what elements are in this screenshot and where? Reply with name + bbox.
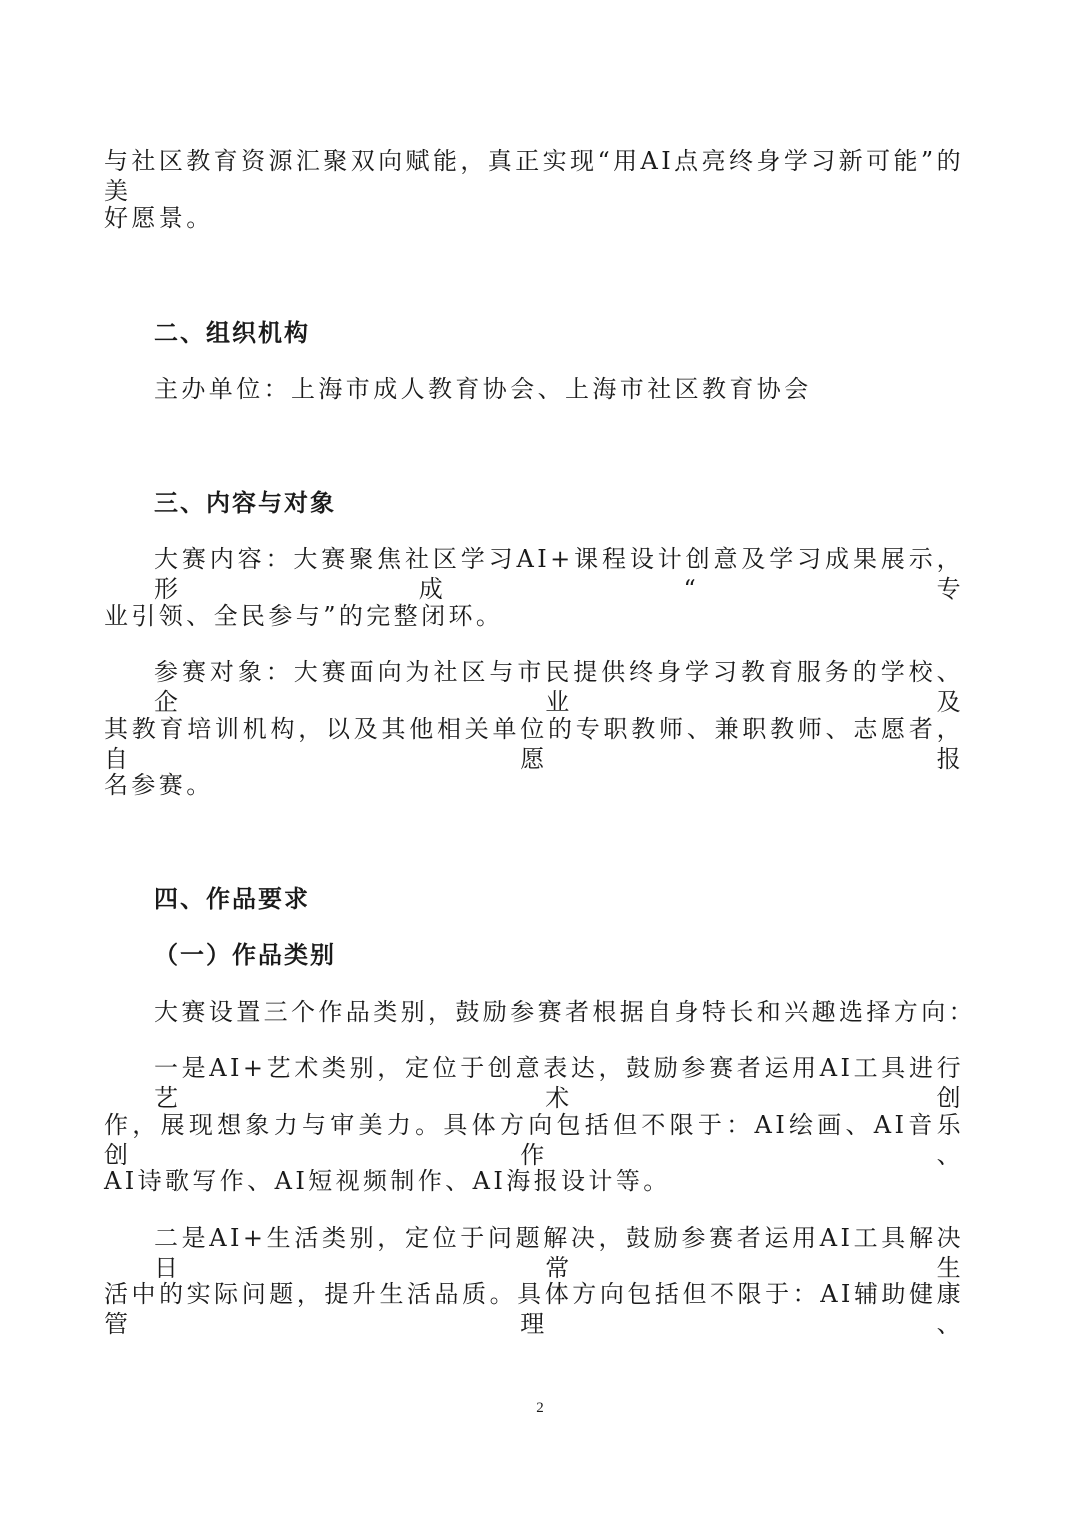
life-line-2: 活中的实际问题，提升生活品质。具体方向包括但不限于：AI辅助健康管理、 (104, 1280, 964, 1338)
organizer-line: 主办单位：上海市成人教育协会、上海市社区教育协会 (154, 375, 812, 403)
art-line-1: 一是AI+艺术类别，定位于创意表达，鼓励参赛者运用AI工具进行艺术创 (154, 1054, 964, 1112)
intro-line-2: 好愿景。 (104, 204, 214, 232)
intro-line-1: 与社区教育资源汇聚双向赋能，真正实现“用AI点亮终身学习新可能”的美 (104, 147, 964, 205)
target-line-3: 名参赛。 (104, 771, 214, 799)
art-line-2: 作，展现想象力与审美力。具体方向包括但不限于：AI绘画、AI音乐创作、 (104, 1111, 964, 1169)
section-4-heading: 四、作品要求 (154, 885, 310, 913)
page-number: 2 (536, 1400, 544, 1416)
target-line-2: 其教育培训机构，以及其他相关单位的专职教师、兼职教师、志愿者，自愿报 (104, 715, 964, 773)
art-line-3: AI诗歌写作、AI短视频制作、AI海报设计等。 (104, 1167, 671, 1195)
section-3-heading: 三、内容与对象 (154, 489, 336, 517)
target-line-1: 参赛对象：大赛面向为社区与市民提供终身学习教育服务的学校、企业及 (154, 658, 964, 716)
content-line-1: 大赛内容：大赛聚焦社区学习AI+课程设计创意及学习成果展示，形成“专 (154, 545, 964, 603)
section-4-subheading: （一）作品类别 (154, 941, 336, 969)
content-line-2: 业引领、全民参与”的完整闭环。 (104, 602, 504, 630)
life-line-1: 二是AI+生活类别，定位于问题解决，鼓励参赛者运用AI工具解决日常生 (154, 1224, 964, 1282)
section-2-heading: 二、组织机构 (154, 319, 310, 347)
category-intro-line: 大赛设置三个作品类别，鼓励参赛者根据自身特长和兴趣选择方向： (154, 998, 976, 1026)
